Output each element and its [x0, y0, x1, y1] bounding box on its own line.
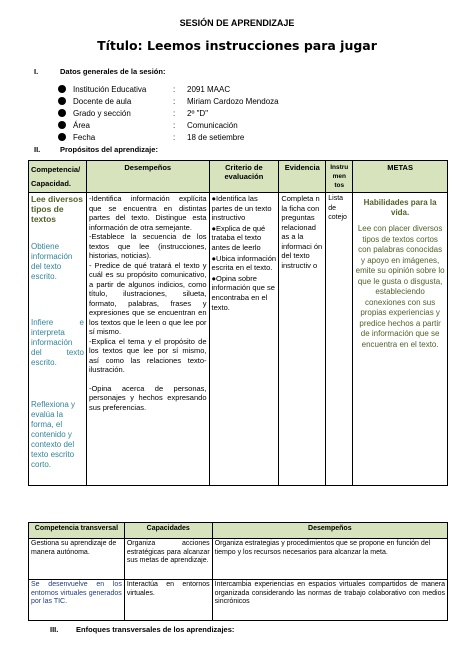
field-value: 18 de setiembre — [187, 132, 245, 142]
field-label: Área — [73, 120, 90, 130]
desempeno-item: -Identifica información explícita que se encuentra en distintas partes del texto. Distingue esta información de otra semejante. — [88, 194, 207, 232]
list-item — [58, 131, 279, 143]
field-value: Comunicación — [187, 120, 238, 130]
criterio-item — [212, 194, 277, 223]
field-label: Docente de aula — [73, 96, 132, 106]
bullet-icon: ● — [211, 223, 217, 233]
desempeno-item: -Establece la secuencia de los textos que lee (instrucciones, historias, noticias). — [88, 232, 207, 260]
separator: : — [173, 84, 176, 94]
header-criterio: Criterio de evaluación — [209, 161, 279, 193]
separator: : — [173, 96, 176, 106]
header-desempenos: Desempeños — [212, 523, 447, 539]
page-title: Título: Leemos instrucciones para jugar — [97, 38, 377, 53]
capacidad-item: Infiere e interpreta información del texto escrito. — [31, 318, 84, 367]
capacidad-item: Reflexiona y evalúa la forma, el contenido y contexto del texto escrito corto. — [31, 400, 76, 469]
header-text: men — [332, 173, 346, 180]
desempenos-cell — [86, 193, 209, 486]
desempeno-item: - Predice de qué tratará el texto y cuál es su propósito comunicativo, a partir de algunos indicios, como título, ilustraciones, silueta, formato, palabras, frases y expresiones que se encuentran en los textos que le leen o que lee por sí mismo. — [88, 260, 207, 336]
header-text: Competencia/ — [31, 165, 81, 174]
general-data-list — [58, 83, 279, 143]
bullet-icon — [58, 85, 66, 93]
desempeno-item: -Opina acerca de personas, personajes y hechos expresando sus preferencias. — [88, 383, 207, 412]
capacidad-cell: Interactúa en entornos virtuales. — [124, 580, 212, 621]
bullet-icon: ● — [211, 273, 217, 283]
competencia-cell: Gestiona su aprendizaje de manera autónoma. — [29, 539, 125, 580]
header-competencia — [29, 161, 87, 193]
separator: : — [173, 132, 176, 142]
criterio-text: Ubica información escrita en el texto. — [211, 253, 277, 273]
criterio-item — [212, 254, 277, 273]
table-row — [29, 580, 448, 621]
competencia-title: Lee diversos tipos de textos — [31, 194, 83, 224]
list-item — [58, 83, 279, 95]
capacidad-cell: Organiza acciones estratégicas para alcanzar sus metas de aprendizaje. — [124, 539, 212, 580]
purposes-table — [28, 160, 448, 486]
capacidad-item: Obtiene información del texto escrito. — [31, 242, 73, 281]
field-value: Miriam Cardozo Mendoza — [187, 96, 279, 106]
bullet-icon — [58, 121, 66, 129]
desempeno-item: -Explica el tema y el propósito de los textos que lee por sí mismo, así como las relaciones texto-ilustración. — [88, 336, 207, 374]
header-instrumentos — [326, 161, 353, 193]
metas-body: Lee con placer diversos tipos de textos cortos con palabras conocidas y apoyo en imágenes, emite su opinión sobre lo que le gusta o disgusta, estableciendo conexiones con sus propias experiencias y predice hechos a partir de información que se encuentra en el texto. — [355, 224, 445, 349]
separator: : — [173, 120, 176, 130]
criterio-text: Opina sobre información que se encontraba en el texto. — [211, 273, 275, 312]
list-item — [58, 119, 279, 131]
criterio-text: Identifica las partes de un texto instructivo — [211, 194, 272, 223]
competencia-cell — [29, 193, 87, 486]
field-label: Grado y sección — [73, 108, 131, 118]
competencia-cell: Se desenvuelve en los entornos virtuales generados por las TIC. — [29, 580, 125, 621]
header-text: Instru — [330, 164, 349, 171]
metas-title: Habilidades para la vida. — [363, 198, 437, 217]
list-item — [58, 107, 279, 119]
bullet-icon — [58, 133, 66, 141]
header-competencia-transversal: Competencia transversal — [29, 523, 125, 539]
evidencia-cell: Completa n la ficha con preguntas relacionad as a la informaci ón del texto instructiv o — [279, 193, 326, 486]
table-header-row — [29, 161, 448, 193]
table-row — [29, 539, 448, 580]
section-number: I. — [34, 67, 39, 76]
field-label: Fecha — [73, 132, 96, 142]
section-title: Datos generales de la sesión: — [60, 67, 166, 76]
section-3-heading — [50, 625, 234, 634]
section-1-heading — [34, 67, 165, 76]
criterio-cell — [209, 193, 279, 486]
field-label: Institución Educativa — [73, 84, 147, 94]
header-text: tos — [334, 182, 345, 189]
section-2-heading — [34, 145, 158, 154]
list-item — [58, 95, 279, 107]
instrumentos-cell: Lista de cotejo — [326, 193, 353, 486]
criterio-item — [212, 274, 277, 312]
header-desempenos: Desempeños — [86, 161, 209, 193]
bullet-icon — [58, 109, 66, 117]
section-number: III. — [50, 625, 59, 634]
section-number: II. — [34, 145, 41, 154]
session-label: SESIÓN DE APRENDIZAJE — [179, 18, 295, 28]
section-title: Propósitos del aprendizaje: — [60, 145, 158, 154]
separator: : — [173, 108, 176, 118]
section-title: Enfoques transversales de los aprendizajes: — [76, 625, 235, 634]
header-capacidades: Capacidades — [124, 523, 212, 539]
table-header-row — [29, 523, 448, 539]
desempeno-cell: Intercambia experiencias en espacios virtuales compartidos de manera organizada considerando las normas de trabajo colaborativo con medios sincrónicos — [212, 580, 447, 621]
table-row — [29, 193, 448, 486]
transversal-table — [28, 522, 448, 621]
criterio-item — [212, 224, 277, 253]
header-evidencia: Evidencia — [279, 161, 326, 193]
criterio-text: Explica de qué trataba el texto antes de leerlo — [211, 223, 266, 252]
bullet-icon — [58, 97, 66, 105]
bullet-icon: ● — [211, 194, 217, 203]
field-value: 2º "D" — [187, 108, 209, 118]
field-value: 2091 MAAC — [187, 84, 231, 94]
bullet-icon: ● — [211, 253, 217, 263]
metas-cell — [353, 193, 448, 486]
header-text: Capacidad. — [31, 179, 72, 188]
header-metas: METAS — [353, 161, 448, 193]
desempeno-cell: Organiza estrategias y procedimientos que se propone en función del tiempo y los recursos necesarios para alcanzar la meta. — [212, 539, 447, 580]
